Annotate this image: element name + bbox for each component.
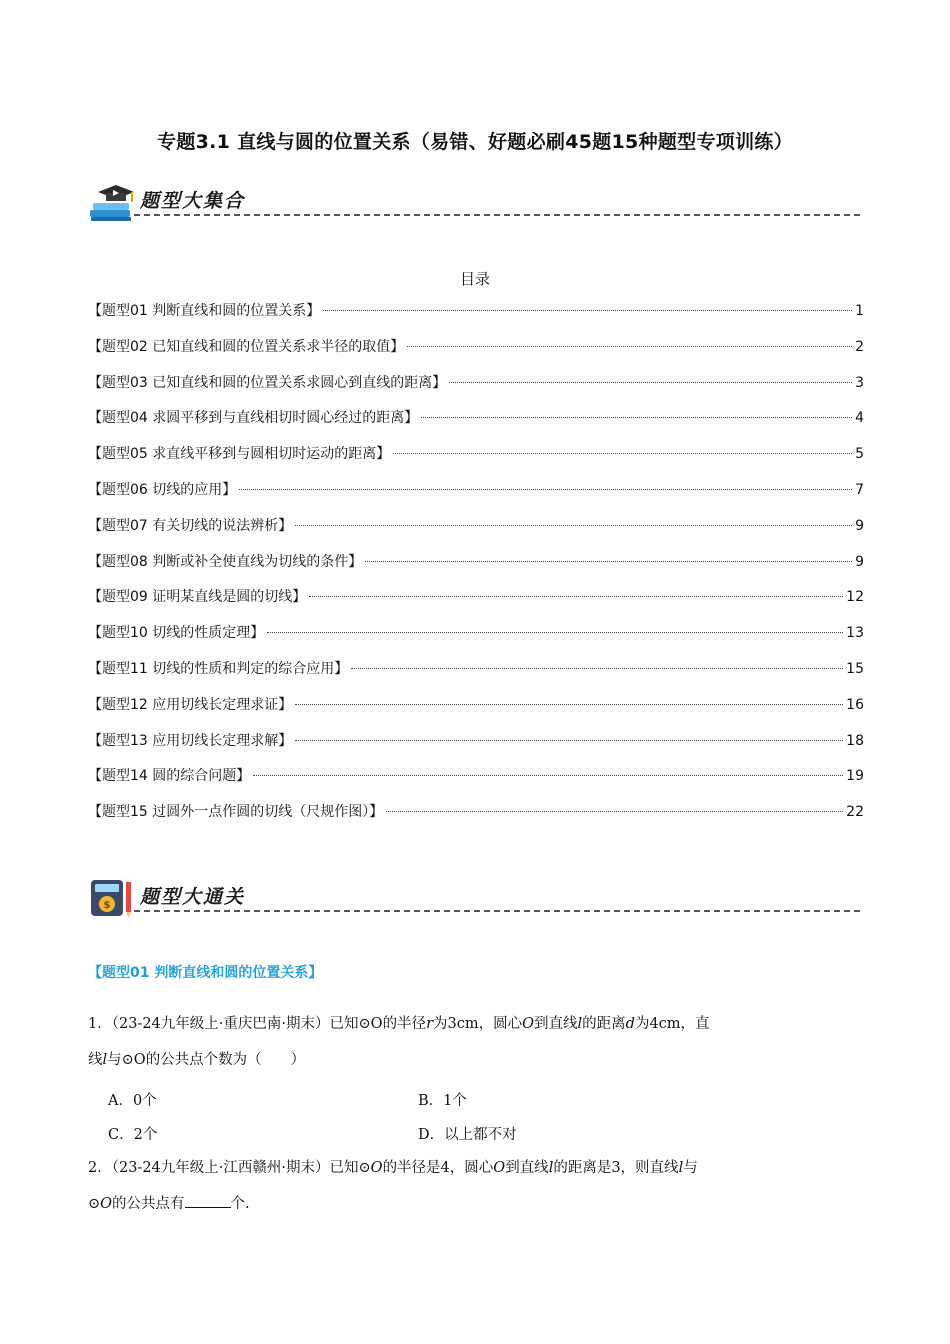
toc-entry[interactable] <box>88 515 864 551</box>
document-title: 专题3.1 直线与圆的位置关系（易错、好题必刷45题15种题型专项训练） <box>157 131 793 153</box>
table-of-contents <box>88 300 864 837</box>
toc-entry-label: 【题型10 切线的性质定理】 <box>88 625 265 642</box>
toc-entry-page: 5 <box>855 446 864 463</box>
toc-entry-label: 【题型06 切线的应用】 <box>88 481 237 498</box>
toc-entry-page: 3 <box>855 374 864 391</box>
toc-entry[interactable] <box>88 694 864 730</box>
toc-entry-page: 4 <box>855 410 864 427</box>
toc-entry[interactable] <box>88 730 864 766</box>
toc-leader-dots <box>295 740 843 741</box>
toc-entry-label: 【题型14 圆的综合问题】 <box>88 768 251 785</box>
books-graduation-cap-icon <box>88 180 136 224</box>
toc-leader-dots <box>239 489 852 490</box>
toc-entry-label: 【题型02 已知直线和圆的位置关系求半径的取值】 <box>88 338 405 355</box>
toc-entry-page: 16 <box>846 696 864 713</box>
toc-leader-dots <box>393 453 852 454</box>
svg-text:$: $ <box>103 900 111 911</box>
toc-entry[interactable] <box>88 765 864 801</box>
calculator-coin-icon <box>88 876 136 920</box>
toc-entry-label: 【题型07 有关切线的说法辨析】 <box>88 517 293 534</box>
toc-entry-label: 【题型03 已知直线和圆的位置关系求圆心到直线的距离】 <box>88 374 447 391</box>
toc-entry-label: 【题型01 判断直线和圆的位置关系】 <box>88 303 321 319</box>
question-1-line-2: 线l与⊙O的公共点个数为（ ） <box>88 1052 306 1068</box>
option-c: C．2个 <box>108 1127 158 1143</box>
toc-entry-label: 【题型09 证明某直线是圆的切线】 <box>88 589 307 606</box>
toc-entry-page: 2 <box>855 338 864 355</box>
toc-entry-page: 9 <box>855 517 864 534</box>
banner-collection-text: 题型大集合 <box>140 190 246 212</box>
toc-entry[interactable] <box>88 407 864 443</box>
toc-leader-dots <box>421 417 852 418</box>
question-2-line-1: 2．（23-24九年级上·江西赣州·期末）已知⊙O的半径是4，圆心O到直线l的距离是3，则直线l与 <box>88 1160 698 1176</box>
option-d: D．以上都不对 <box>418 1127 517 1143</box>
toc-entry[interactable] <box>88 443 864 479</box>
toc-entry-label: 【题型12 应用切线长定理求证】 <box>88 696 293 713</box>
toc-entry[interactable] <box>88 658 864 694</box>
toc-entry-page: 12 <box>846 589 864 606</box>
toc-leader-dots <box>351 668 843 669</box>
banner-divider <box>134 214 860 216</box>
toc-entry-label: 【题型05 求直线平移到与圆相切时运动的距离】 <box>88 446 391 463</box>
section-heading: 【题型01 判断直线和圆的位置关系】 <box>88 965 323 981</box>
toc-entry-page: 1 <box>855 303 864 319</box>
question-2-line-2: ⊙O的公共点有 个. <box>88 1186 858 1222</box>
toc-leader-dots <box>309 596 843 597</box>
toc-leader-dots <box>267 632 843 633</box>
toc-entry-page: 13 <box>846 625 864 642</box>
banner-divider <box>134 910 860 912</box>
toc-leader-dots <box>449 382 852 383</box>
toc-heading: 目录 <box>459 270 490 288</box>
toc-leader-dots <box>365 561 852 562</box>
toc-entry-page: 19 <box>846 768 864 785</box>
question-2 <box>88 1150 858 1222</box>
question-1-line-1: 1．（23-24九年级上·重庆巴南·期末）已知⊙O的半径r为3cm，圆心O到直线l的距离d为4cm，直 <box>88 1016 710 1032</box>
toc-entry-page: 7 <box>855 481 864 498</box>
toc-entry-page: 18 <box>846 732 864 749</box>
toc-entry-label: 【题型08 判断或补全使直线为切线的条件】 <box>88 553 363 570</box>
option-b: B．1个 <box>418 1093 467 1109</box>
toc-entry[interactable] <box>88 336 864 372</box>
toc-entry[interactable] <box>88 300 864 336</box>
toc-leader-dots <box>295 704 843 705</box>
toc-entry-label: 【题型15 过圆外一点作圆的切线（尺规作图）】 <box>88 804 384 821</box>
toc-leader-dots <box>295 525 852 526</box>
toc-entry-page: 9 <box>855 553 864 570</box>
toc-entry-label: 【题型13 应用切线长定理求解】 <box>88 732 293 749</box>
toc-entry[interactable] <box>88 801 864 837</box>
toc-entry[interactable] <box>88 551 864 587</box>
toc-entry[interactable] <box>88 372 864 408</box>
toc-entry-label: 【题型04 求圆平移到与直线相切时圆心经过的距离】 <box>88 410 419 427</box>
toc-leader-dots <box>323 310 852 311</box>
toc-entry[interactable] <box>88 586 864 622</box>
toc-entry-page: 15 <box>846 660 864 677</box>
toc-leader-dots <box>253 775 843 776</box>
banner-collection <box>88 180 860 224</box>
toc-entry[interactable] <box>88 479 864 515</box>
toc-entry[interactable] <box>88 622 864 658</box>
option-a: A．0个 <box>108 1093 157 1109</box>
toc-leader-dots <box>407 346 852 347</box>
toc-entry-label: 【题型11 切线的性质和判定的综合应用】 <box>88 660 349 677</box>
toc-entry-page: 22 <box>846 804 864 821</box>
question-1 <box>88 1006 858 1078</box>
toc-leader-dots <box>386 811 843 812</box>
answer-blank[interactable] <box>185 1193 231 1208</box>
banner-pass <box>88 876 860 920</box>
banner-pass-text: 题型大通关 <box>140 886 246 908</box>
